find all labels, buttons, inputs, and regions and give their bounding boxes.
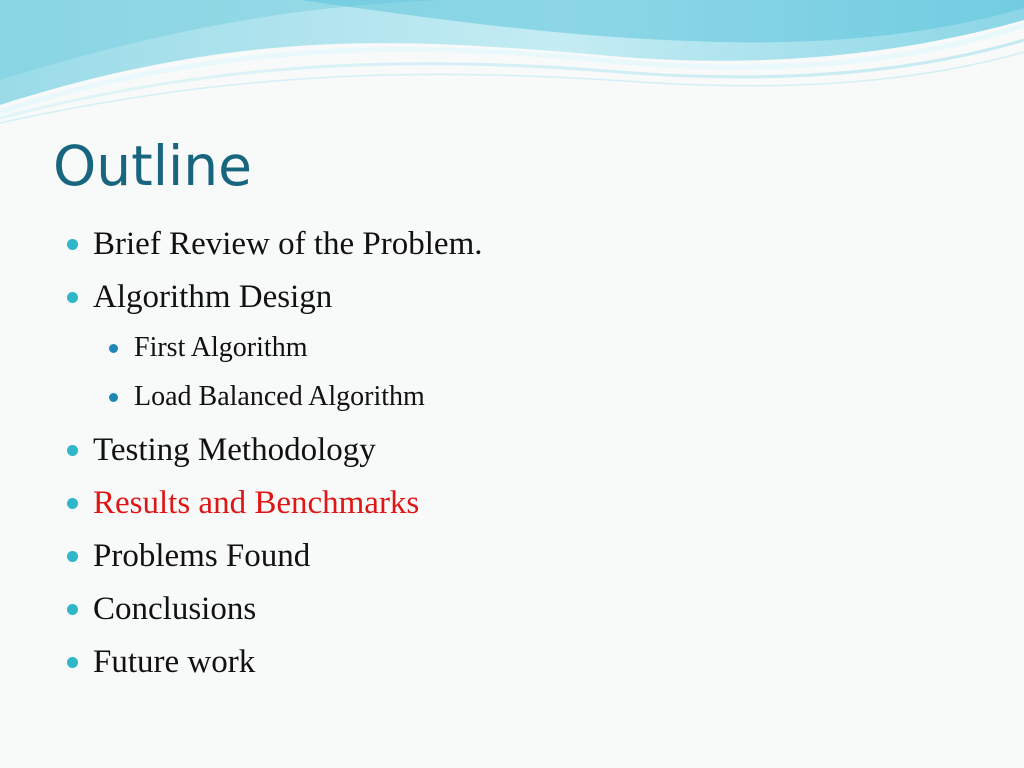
bullet-item — [93, 642, 255, 682]
bullet-text: Algorithm Design — [93, 279, 333, 315]
bullet-item-highlighted — [93, 483, 419, 523]
bullet-dot-icon — [67, 445, 78, 456]
bullet-text: Conclusions — [93, 591, 257, 627]
bullet-item — [93, 224, 483, 264]
bullet-item — [93, 430, 376, 470]
sub-bullet-text: First Algorithm — [134, 332, 308, 363]
bullet-text: Future work — [93, 644, 256, 680]
bullet-dot-icon — [67, 239, 78, 250]
bullet-dot-icon — [67, 604, 78, 615]
bullet-text: Problems Found — [93, 538, 311, 574]
slide-title: Outline — [53, 134, 252, 198]
bullet-item — [93, 277, 332, 317]
bullet-item — [93, 536, 310, 576]
sub-bullet-text: Load Balanced Algorithm — [134, 381, 425, 412]
sub-bullet-item — [134, 380, 425, 414]
bullet-text-highlighted: Results and Benchmarks — [93, 485, 420, 521]
bullet-dot-icon — [67, 498, 78, 509]
bullet-dot-icon — [67, 657, 78, 668]
bullet-text: Testing Methodology — [93, 432, 376, 468]
sub-bullet-dot-icon — [109, 393, 118, 402]
sub-bullet-item — [134, 331, 307, 365]
bullet-dot-icon — [67, 551, 78, 562]
bullet-dot-icon — [67, 292, 78, 303]
sub-bullet-dot-icon — [109, 344, 118, 353]
bullet-text: Brief Review of the Problem. — [93, 226, 483, 262]
wave-header-decoration — [0, 0, 1024, 130]
bullet-item — [93, 589, 256, 629]
